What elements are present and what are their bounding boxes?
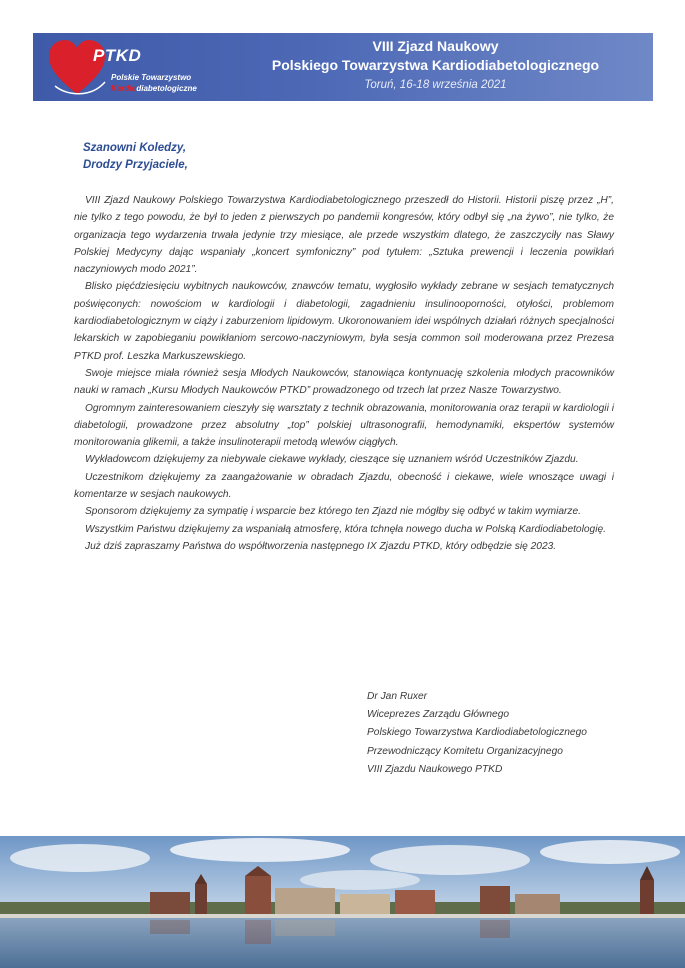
greeting-line1: Szanowni Koledzy, bbox=[83, 142, 187, 154]
paragraph: Swoje miejsce miała również sesja Młodych Naukowców, stanowiąca kontynuację szkolenia młodych pracowników nauki w ramach „Kursu Młodych Naukowców PTKD” prowadzonego od trzech lat przez Nasze Towarzystwo. bbox=[74, 367, 614, 397]
header-title-line1: VIII Zjazd Naukowy bbox=[372, 38, 499, 54]
signature-line: Przewodniczący Komitetu Organizacyjnego bbox=[367, 745, 563, 757]
signature-block bbox=[367, 688, 587, 779]
paragraph: Sponsorom dziękujemy za sympatię i wsparcie bez którego ten Zjazd nie mógłby się odbyć w takim wymiarze. bbox=[85, 506, 581, 518]
paragraph: Wszystkim Państwu dziękujemy za wspaniałą atmosferę, która tchnęła nowego ducha w Polską Kardiodiabetologię. bbox=[85, 523, 606, 535]
logo-subtitle-red: Kardio bbox=[111, 84, 137, 93]
letter-body bbox=[74, 192, 614, 555]
paragraph: Blisko pięćdziesięciu wybitnych naukowców, znawców tematu, wygłosiło wykłady zebrane w sesjach tematycznych poświęconych: nowościom w kardiologii i diabetologii, zagadnieniu insulinooporności, otyłości, problemom kardiodiabetologicznym w ciąży i zaburzeniom lipidowym. Ukoronowaniem idei wspólnych działań różnych specjalności lekarskich w zapobieganiu powikłaniom sercowo-naczyniowym, była sesja common soil moderowana przez Prezesa PTKD prof. Leszka Markuszewskiego. bbox=[74, 281, 614, 362]
logo-subtitle-rest: diabetologiczne bbox=[136, 84, 197, 93]
ptkd-logo bbox=[47, 38, 247, 98]
signature-line: Polskiego Towarzystwa Kardiodiabetologicznego bbox=[367, 727, 587, 739]
torun-panorama-image bbox=[0, 836, 685, 968]
greeting bbox=[83, 140, 188, 174]
paragraph: Ogromnym zainteresowaniem cieszyły się warsztaty z technik obrazowania, monitorowania oraz terapii w kardiologii i diabetologii, prowadzone przez absolutny „top” polskiej ultrasonografii, hemodynamiki, ekspertów systemów monitorowania glikemii, a także insulinoterapii metodą wlewów ciągłych. bbox=[74, 402, 614, 449]
logo-subtitle-line1: Polskie Towarzystwo bbox=[111, 73, 192, 82]
signature-line: VIII Zjazdu Naukowego PTKD bbox=[367, 763, 503, 775]
header-banner bbox=[33, 33, 653, 101]
paragraph: Wykładowcom dziękujemy za niebywale ciekawe wykłady, cieszące się uznaniem wśród Uczestników Zjazdu. bbox=[85, 454, 579, 466]
header-title-line2: Polskiego Towarzystwa Kardiodiabetologicznego bbox=[271, 57, 600, 73]
paragraph: Już dziś zapraszamy Państwa do współtworzenia następnego IX Zjazdu PTKD, który odbędzie się 2023. bbox=[85, 540, 557, 552]
paragraph: VIII Zjazd Naukowy Polskiego Towarzystwa Kardiodiabetologicznego przeszedł do Historii. Historii piszę przez „H”, nie tylko z tego powodu, że był to jeden z pierwszych po pandemii kongresów, który odbył się „na żywo”, nie tylko, że organizacja tego wydarzenia trwała jedynie trzy miesiące, ale przede wszystkim dlatego, że zaszczyciły nas Sławy Polskiej Medycyny dając wspaniały „koncert symfoniczny” pod tytułem: „Sztuka prewencji i leczenia powikłań naczyniowych modo 2021”. bbox=[74, 195, 614, 276]
logo-subtitle-line2 bbox=[111, 84, 197, 93]
panorama-illustration bbox=[0, 836, 685, 968]
header-subtitle: Toruń, 16-18 września 2021 bbox=[364, 79, 507, 91]
logo-abbreviation: PTKD bbox=[93, 46, 142, 65]
signature-line: Wiceprezes Zarządu Głównego bbox=[367, 709, 510, 721]
paragraph: Uczestnikom dziękujemy za zaangażowanie w obradach Zjazdu, obecność i ciekawe, wiele wnoszące uwagi i komentarze w sesjach naukowych. bbox=[74, 471, 614, 501]
greeting-line2: Drodzy Przyjaciele, bbox=[83, 159, 188, 171]
signature-name: Dr Jan Ruxer bbox=[367, 691, 428, 702]
